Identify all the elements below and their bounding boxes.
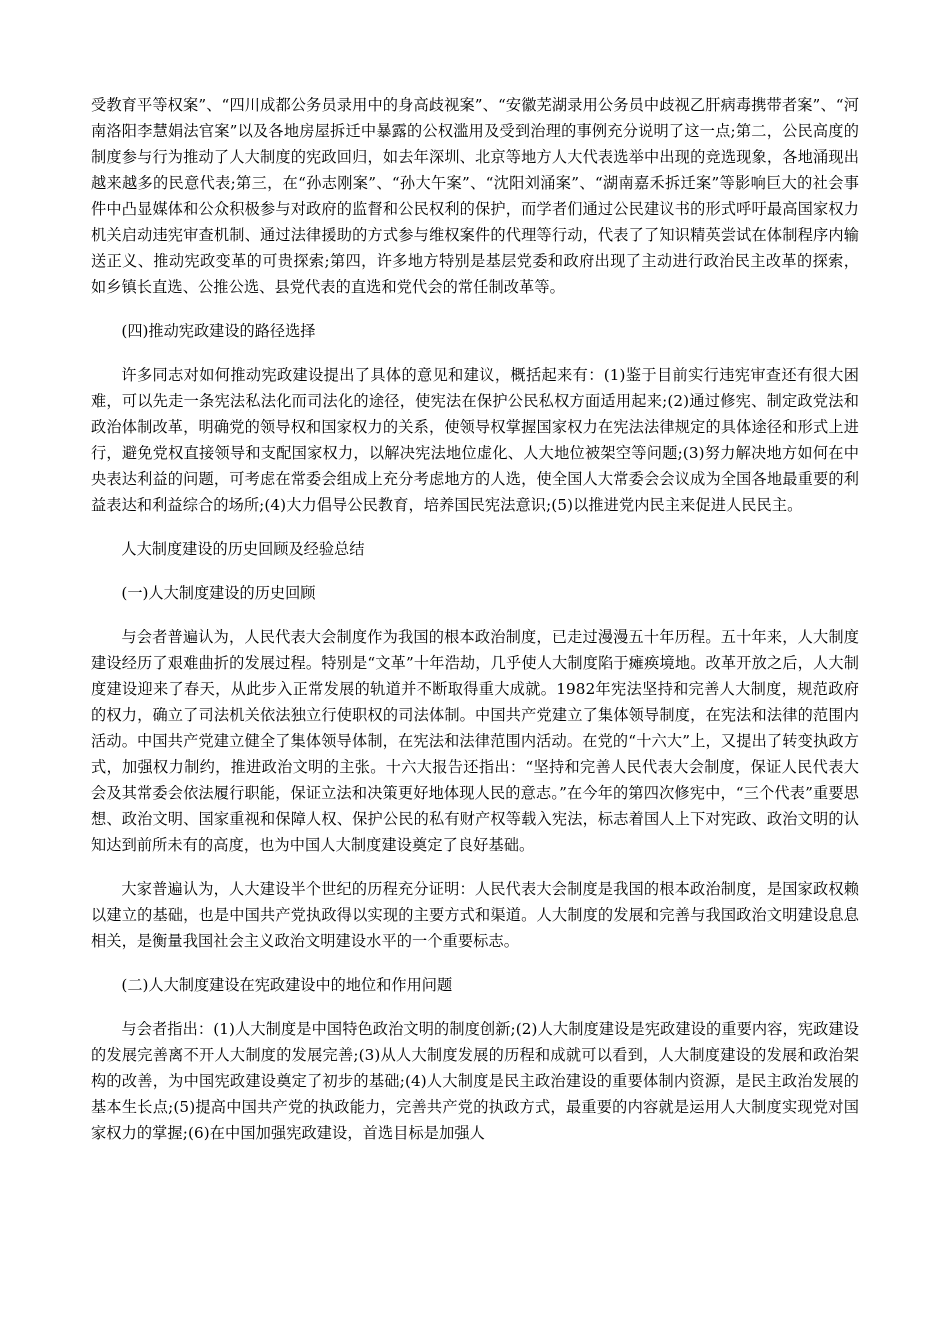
body-paragraph: 大家普遍认为，人大建设半个世纪的历程充分证明：人民代表大会制度是我国的根本政治制度，是国家政权赖以建立的基础，也是中国共产党执政得以实现的主要方式和渠道。人大制度的发展和完善与我国政治文明建设息息相关，是衡量我国社会主义政治文明建设水平的一个重要标志。 xyxy=(91,880,859,950)
section-heading: (四)推动宪政建设的路径选择 xyxy=(121,322,316,340)
body-paragraph: 许多同志对如何推动宪政建设提出了具体的意见和建议，概括起来有：(1)鉴于目前实行违宪审查还有很大困难，可以先走一条宪法私法化而司法化的途径，使宪法在保护公民私权方面适用起来;(2)通过修宪、制定政党法和政治体制改革，明确党的领导权和国家权力的关系，使领导权掌握国家权力在宪法法律规定的具体途径和形式上进行，避免党权直接领导和支配国家权力，以解决宪法地位虚化、人大地位被架空等问题;(3)努力解决地方如何在中央表达利益的问题，可考虑在常委会组成上充分考虑地方的人选，使全国人大常委会会议成为全国各地最重要的利益表达和利益综合的场所;(4)大力倡导公民教育，培养国民宪法意识;(5)以推进党内民主来促进人民民主。 xyxy=(91,366,859,514)
document-page xyxy=(91,92,859,1146)
body-paragraph: 与会者指出：(1)人大制度是中国特色政治文明的制度创新;(2)人大制度建设是宪政建设的重要内容，宪政建设的发展完善离不开人大制度的发展完善;(3)从人大制度发展的历程和成就可以看到，人大制度建设的发展和政治架构的改善，为中国宪政建设奠定了初步的基础;(4)人大制度是民主政治建设的重要体制内资源，是民主政治发展的基本生长点;(5)提高中国共产党的执政能力，完善共产党的执政方式，最重要的内容就是运用人大制度实现党对国家权力的掌握;(6)在中国加强宪政建设，首选目标是加强人 xyxy=(91,1020,859,1142)
body-paragraph: 受教育平等权案”、“四川成都公务员录用中的身高歧视案”、“安徽芜湖录用公务员中歧视乙肝病毒携带者案”、“河南洛阳李慧娟法官案”以及各地房屋拆迁中暴露的公权滥用及受到治理的事例充分说明了这一点;第二，公民高度的制度参与行为推动了人大制度的宪政回归，如去年深圳、北京等地方人大代表选举中出现的竞选现象，各地涌现出越来越多的民意代表;第三，在“孙志刚案”、“孙大午案”、“沈阳刘涌案”、“湖南嘉禾拆迁案”等影响巨大的社会事件中凸显媒体和公众积极参与对政府的监督和公民权利的保护，而学者们通过公民建议书的形式呼吁最高国家权力机关启动违宪审查机制、通过法律援助的方式参与维权案件的代理等行动，代表了了知识精英尝试在体制程序内输送正义、推动宪政变革的可贵探索;第四，许多地方特别是基层党委和政府出现了主动进行政治民主改革的探索，如乡镇长直选、公推公选、县党代表的直选和党代会的常任制改革等。 xyxy=(91,96,859,296)
subsection-heading: (一)人大制度建设的历史回顾 xyxy=(121,584,316,602)
body-paragraph: 与会者普遍认为，人民代表大会制度作为我国的根本政治制度，已走过漫漫五十年历程。五十年来，人大制度建设经历了艰难曲折的发展过程。特别是“文革”十年浩劫，几乎使人大制度陷于瘫痪境地。改革开放之后，人大制度建设迎来了春天，从此步入正常发展的轨道并不断取得重大成就。1982年宪法坚持和完善人大制度，规范政府的权力，确立了司法机关依法独立行使职权的司法体制。中国共产党建立了集体领导制度，在宪法和法律的范围内活动。中国共产党建立健全了集体领导体制，在宪法和法律范围内活动。在党的“十六大”上，又提出了转变执政方式，加强权力制约，推进政治文明的主张。十六大报告还指出：“坚持和完善人民代表大会制度，保证人民代表大会及其常委会依法履行职能，保证立法和决策更好地体现人民的意志。”在今年的第四次修宪中，“三个代表”重要思想、政治文明、国家重视和保障人权、保护公民的私有财产权等载入宪法，标志着国人上下对宪政、政治文明的认知达到前所未有的高度，也为中国人大制度建设奠定了良好基础。 xyxy=(91,628,859,854)
section-heading: 人大制度建设的历史回顾及经验总结 xyxy=(121,540,365,558)
subsection-heading: (二)人大制度建设在宪政建设中的地位和作用问题 xyxy=(121,976,453,994)
